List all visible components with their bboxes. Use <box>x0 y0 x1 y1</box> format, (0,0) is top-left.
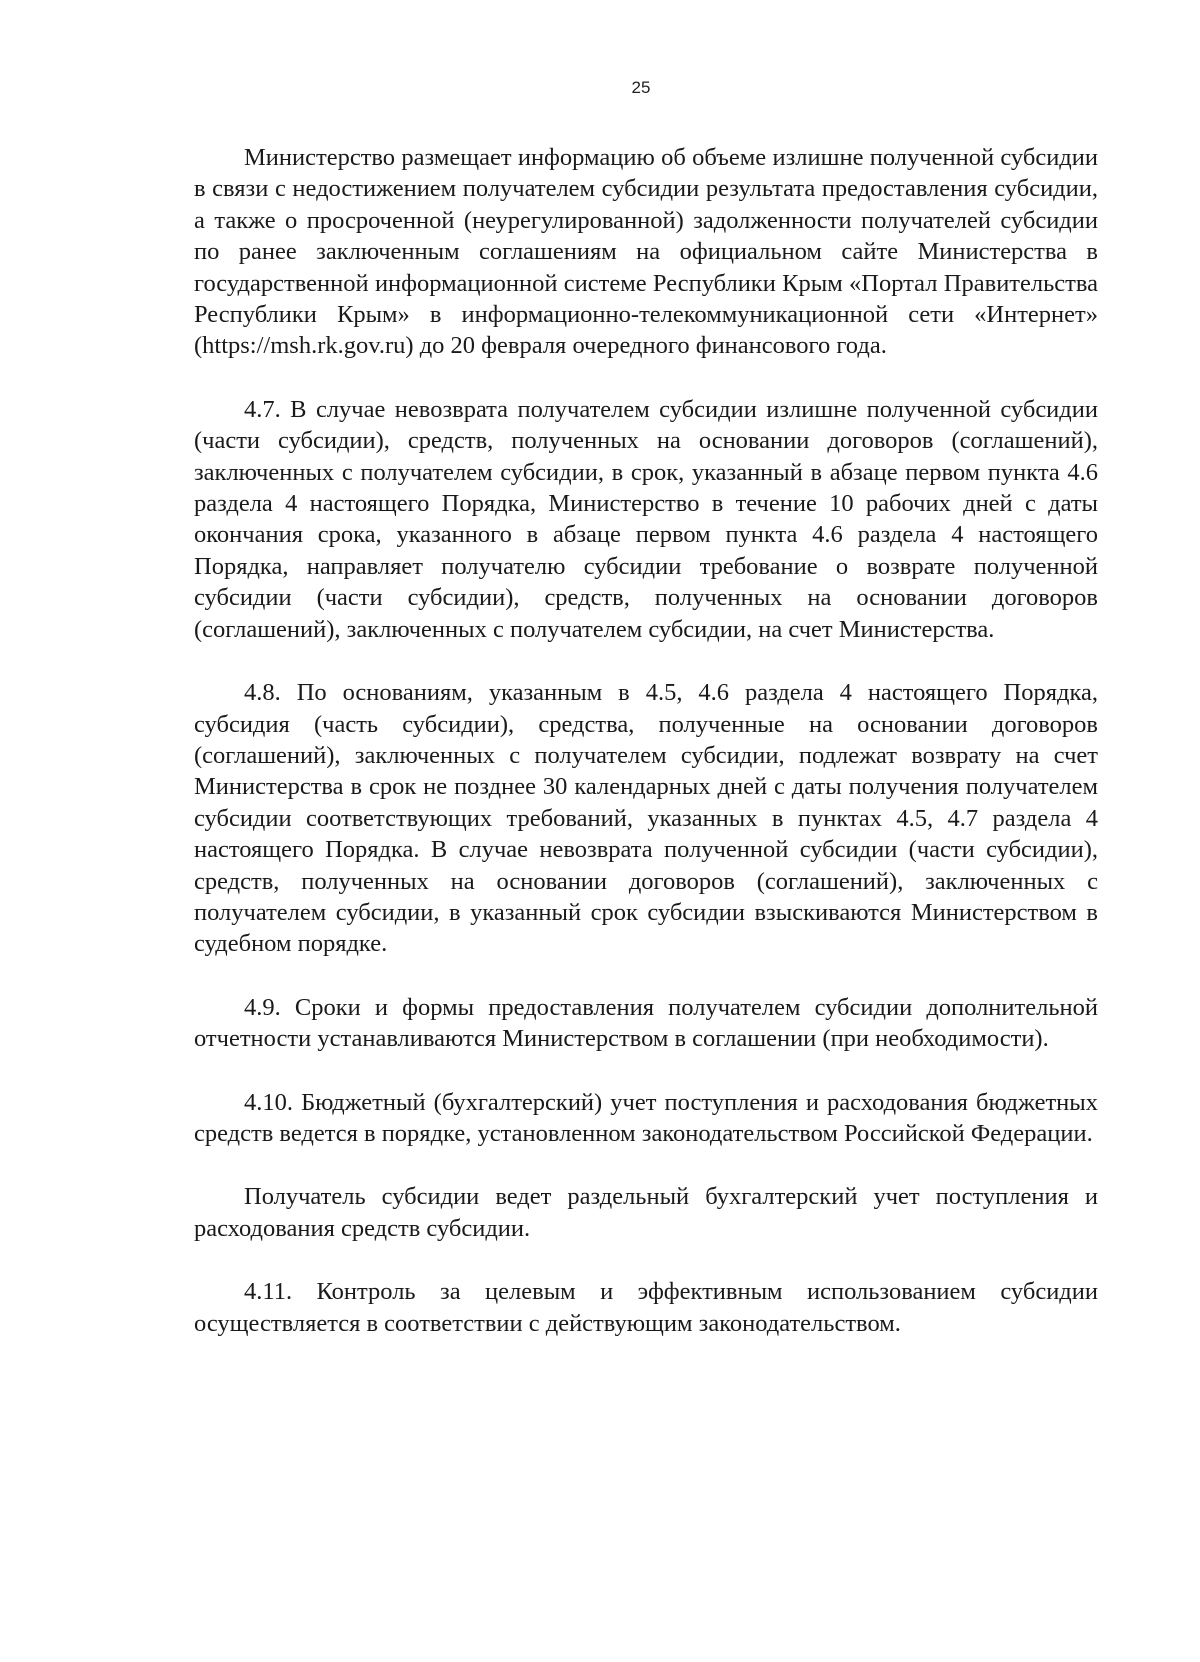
paragraph-4-9: 4.9. Сроки и формы предоставления получателем субсидии дополнительной отчетности устанавливаются Министерством в соглашении (при необходимости). <box>194 993 1098 1053</box>
paragraph-4-10: 4.10. Бюджетный (бухгалтерский) учет поступления и расходования бюджетных средств ведется в порядке, установленном законодательством Российской Федерации. <box>194 1088 1098 1147</box>
page-number: 25 <box>631 78 651 97</box>
paragraph-4-7: 4.7. В случае невозврата получателем субсидии излишне полученной субсидии (части субсидии), средств, полученных на основании договоров (соглашений), заключенных с получателем субсидии, в срок, указанный в абзаце первом пункта 4.6 раздела 4 настоящего Порядка, Министерство в течение 10 рабочих дней с даты окончания срока, указанного в абзаце первом пункта 4.6 раздела 4 настоящего Порядка, направляет получателю субсидии требование о возврате полученной субсидии (части субсидии), средств, полученных на основании договоров (соглашений), заключенных с получателем субсидии, на счет Министерства. <box>194 395 1098 643</box>
paragraph-publication-info: Министерство размещает информацию об объеме излишне полученной субсидии в связи с недостижением получателем субсидии результата предоставления субсидии, а также о просроченной (неурегулированной) задолженности получателей субсидии по ранее заключенным соглашениям на официальном сайте Министерства в государственной информационной системе Республики Крым «Портал Правительства Республики Крым» в информационно-телекоммуникационной сети «Интернет» (https://msh.rk.gov.ru) до 20 февраля очередного финансового года. <box>194 144 1098 360</box>
paragraph-separate-accounting: Получатель субсидии ведет раздельный бухгалтерский учет поступления и расходования средств субсидии. <box>194 1183 1098 1242</box>
paragraph-4-11: 4.11. Контроль за целевым и эффективным использованием субсидии осуществляется в соответствии с действующим законодательством. <box>194 1278 1098 1337</box>
document-body <box>194 142 1098 1339</box>
paragraph-4-8: 4.8. По основаниям, указанным в 4.5, 4.6 раздела 4 настоящего Порядка, субсидия (часть субсидии), средства, полученные на основании договоров (соглашений), заключенных с получателем субсидии, подлежат возврату на счет Министерства в срок не позднее 30 календарных дней с даты получения получателем субсидии соответствующих требований, указанных в пунктах 4.5, 4.7 раздела 4 настоящего Порядка. В случае невозврата полученной субсидии (части субсидии), средств, полученных на основании договоров (соглашений), заключенных с получателем субсидии, в указанный срок субсидии взыскиваются Министерством в судебном порядке. <box>194 679 1098 958</box>
